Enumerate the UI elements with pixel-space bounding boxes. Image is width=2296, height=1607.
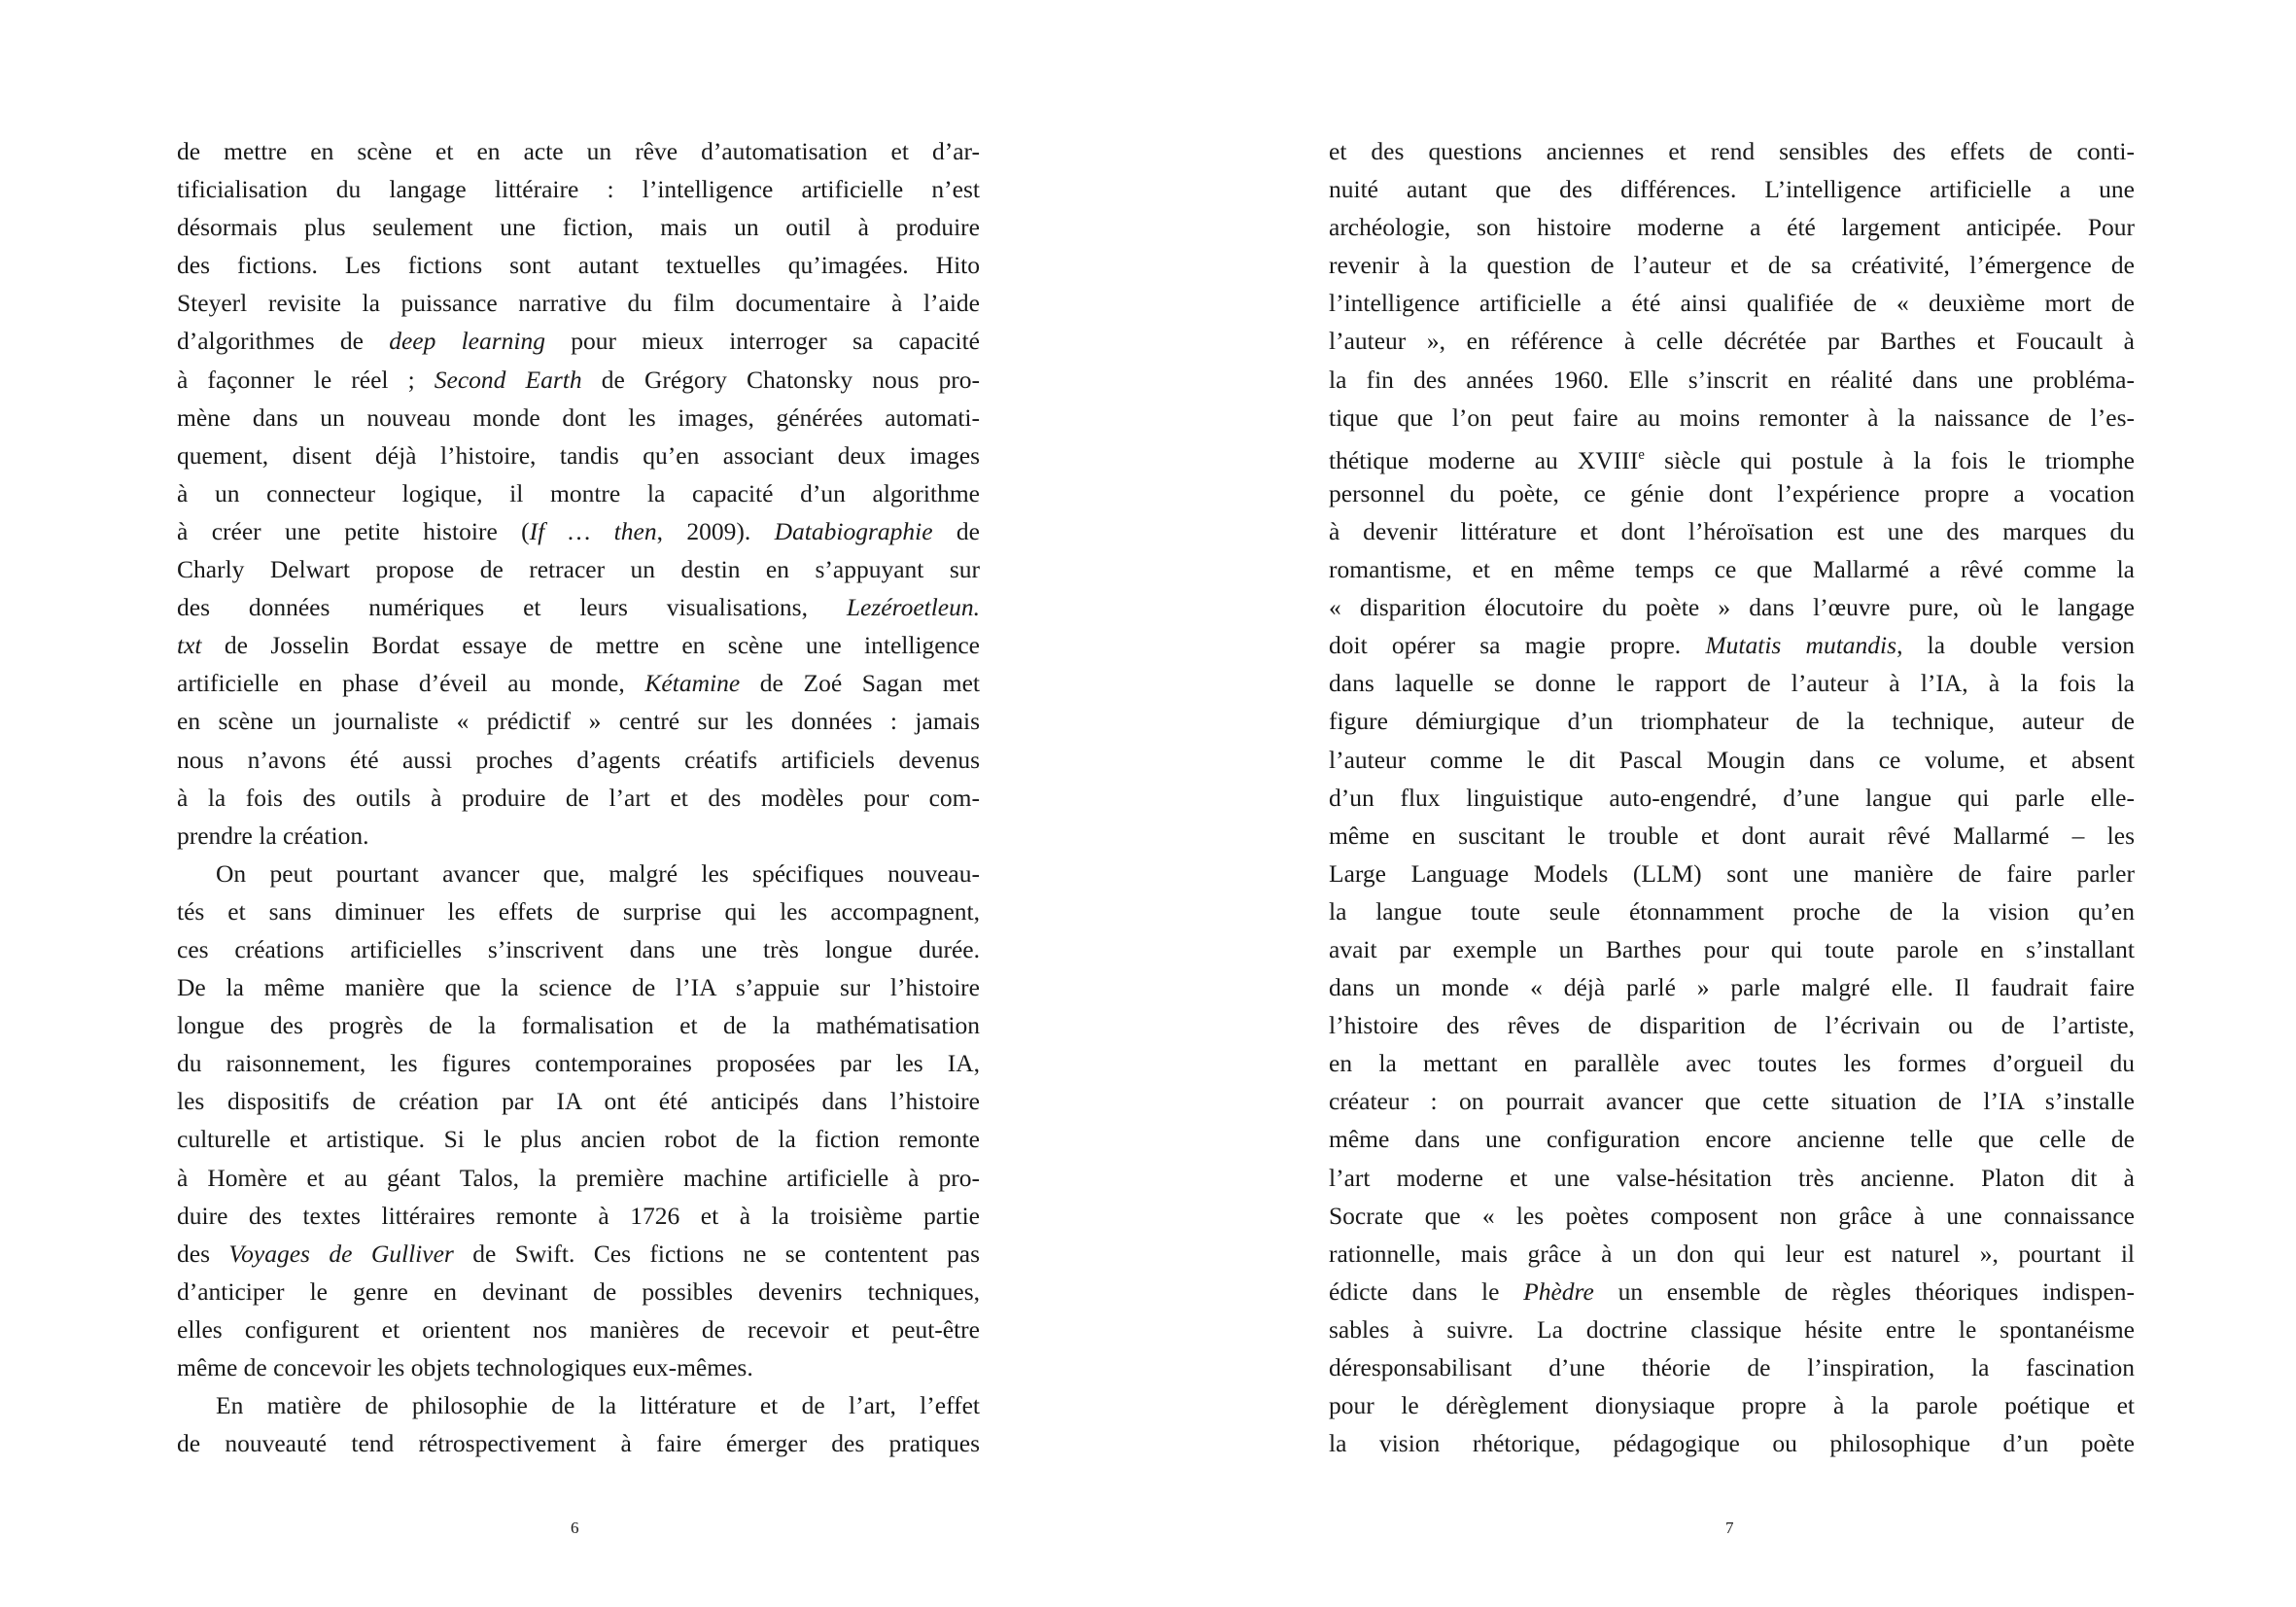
text-segment: duire des textes littéraires remonte à 1726 et à la troisième partie [177,1201,980,1230]
text-line [177,779,980,817]
text-segment: Charly Delwart propose de retracer un destin en s’appuyant sur [177,555,980,584]
text-segment: à la fois des outils à produire de l’art et des modèles pour com- [177,783,980,812]
text-segment: l’histoire des rêves de disparition de l’écrivain ou de l’artiste, [1329,1011,2135,1040]
text-segment: longue des progrès de la formalisation et de la mathématisation [177,1011,980,1040]
text-segment: du raisonnement, les figures contemporaines proposées par les IA, [177,1049,980,1078]
text-line [1329,208,2135,246]
text-segment: nuité autant que des différences. L’intelligence artificielle a une [1329,175,2135,204]
text-line [177,1273,980,1310]
text-segment: la langue toute seule étonnamment proche de la vision qu’en [1329,896,2135,926]
text-segment: l’auteur comme le dit Pascal Mougin dans ce volume, et absent [1329,745,2135,774]
text-segment: déresponsabilisant d’une théorie de l’inspiration, la fascination [1329,1353,2135,1381]
text-segment: des données numériques et leurs visualisations, [177,593,847,622]
text-segment: Large Language Models (LLM) sont une manière de faire parler [1329,858,2135,888]
text-segment: d’algorithmes de [177,327,390,356]
italic-text: Kétamine [644,669,741,698]
text-line [177,361,980,399]
text-segment: en scène un journaliste « prédictif » centré sur les données : jamais [177,707,980,736]
text-segment: tés et sans diminuer les effets de surprise qui les accompagnent, [177,896,980,926]
text-line [177,284,980,322]
text-segment: culturelle et artistique. Si le plus ancien robot de la fiction remonte [177,1125,980,1154]
text-segment: romantisme, et en même temps ce que Mallarmé a rêvé comme la [1329,555,2135,584]
text-segment: elles configurent et orientent nos manières de recevoir et peut-être [177,1314,980,1344]
text-line [1329,361,2135,399]
text-segment: doit opérer sa magie propre. [1329,631,1706,660]
italic-text: txt [177,631,202,660]
text-line [177,1159,980,1197]
text-line [177,1386,980,1424]
text-line [1329,1082,2135,1120]
text-line [177,702,980,740]
text-line [1329,1235,2135,1273]
text-line [1329,855,2135,892]
page-number-right: 7 [1725,1519,1734,1537]
text-segment: de Grégory Chatonsky nous pro- [581,365,980,394]
text-line [1329,1273,2135,1310]
text-segment: personnel du poète, ce génie dont l’expérience propre a vocation [1329,478,2135,507]
text-line [177,1120,980,1158]
text-segment: en la mettant en parallèle avec toutes les formes d’orgueil du [1329,1049,2135,1078]
text-line [177,626,980,664]
text-segment: quement, disent déjà l’histoire, tandis qu’en associant deux images [177,440,980,470]
italic-text: Voyages de Gulliver [228,1239,454,1268]
text-segment: artificielle en phase d’éveil au monde, [177,669,645,698]
text-line [1329,550,2135,588]
text-segment: de Swift. Ces fictions ne se contentent pas [453,1239,981,1268]
text-line [177,132,980,170]
text-segment: désormais plus seulement une fiction, mais un outil à produire [177,213,980,242]
text-segment: créateur : on pourrait avancer que cette situation de l’IA s’installe [1329,1087,2135,1116]
text-segment: l’art moderne et une valse-hésitation très ancienne. Platon dit à [1329,1163,2135,1192]
text-line [1329,1159,2135,1197]
text-line [177,1310,980,1348]
text-line [177,170,980,208]
text-segment: ces créations artificielles s’inscrivent dans une très longue durée. [177,934,980,963]
text-line [177,855,980,892]
text-segment: nous n’avons été aussi proches d’agents créatifs artificiels devenus [177,745,980,774]
text-segment: de Zoé Sagan met [740,669,980,698]
text-segment: rationnelle, mais grâce à un don qui leur est naturel », pourtant il [1329,1239,2135,1268]
text-segment: même en suscitant le trouble et dont aurait rêvé Mallarmé – les [1329,821,2135,850]
text-line [177,1424,980,1462]
text-line [1329,930,2135,968]
text-line [177,892,980,930]
text-segment: à un connecteur logique, il montre la capacité d’un algorithme [177,478,980,507]
text-line [177,817,980,855]
text-segment: sables à suivre. La doctrine classique hésite entre le spontanéisme [1329,1314,2135,1344]
text-segment: On peut pourtant avancer que, malgré les spécifiques nouveau- [216,858,980,888]
text-line [177,512,980,550]
text-line [1329,1386,2135,1424]
text-segment: et des questions anciennes et rend sensibles des effets de conti- [1329,137,2135,165]
text-segment: de mettre en scène et en acte un rêve d’automatisation et d’ar- [177,137,980,165]
text-line [1329,588,2135,626]
text-line [1329,132,2135,170]
text-line [177,968,980,1006]
text-line [1329,779,2135,817]
superscript-text: e [1638,446,1645,463]
text-line [1329,512,2135,550]
text-line [1329,817,2135,855]
text-segment: , 2009). [656,516,775,545]
italic-text: Databiographie [774,516,933,545]
text-line [177,1006,980,1044]
text-line [177,208,980,246]
text-segment: un ensemble de règles théoriques indispen- [1593,1276,2135,1306]
text-segment: de Josselin Bordat essaye de mettre en scène une intelligence [201,631,980,660]
text-segment: pour le dérèglement dionysiaque propre à la parole poétique et [1329,1391,2135,1420]
text-line [1329,170,2135,208]
text-segment: tique que l’on peut faire au moins remonter à la naissance de l’es- [1329,402,2135,432]
text-segment: de nouveauté tend rétrospectivement à faire émerger des pratiques [177,1429,980,1458]
text-segment: figure démiurgique d’un triomphateur de la technique, auteur de [1329,707,2135,736]
text-line [177,246,980,284]
text-line [177,474,980,512]
text-line [177,550,980,588]
text-segment: édicte dans le [1329,1276,1524,1306]
text-segment: « disparition élocutoire du poète » dans l’œuvre pure, où le langage [1329,593,2135,622]
text-line [177,1235,980,1273]
text-line [177,930,980,968]
text-line [1329,1006,2135,1044]
text-line [1329,1424,2135,1462]
text-line [1329,892,2135,930]
text-line [177,664,980,702]
text-line [1329,664,2135,702]
text-segment: siècle qui postule à la fois le triomphe [1644,445,2135,474]
text-line [1329,474,2135,512]
text-line [1329,626,2135,664]
italic-text: Mutatis mutandis [1705,631,1897,660]
text-line [1329,968,2135,1006]
text-segment: à créer une petite histoire ( [177,516,530,545]
italic-text: Lezéroetleun. [846,593,980,622]
text-segment: l’auteur », en référence à celle décrétée par Barthes et Foucault à [1329,327,2135,356]
italic-text: deep learning [389,327,545,356]
text-segment: même dans une configuration encore ancienne telle que celle de [1329,1125,2135,1154]
text-line [1329,1197,2135,1235]
text-segment: à Homère et au géant Talos, la première machine artificielle à pro- [177,1163,980,1192]
italic-text: Phèdre [1523,1276,1594,1306]
text-line [1329,1120,2135,1158]
text-segment: des [177,1239,229,1268]
text-line [177,437,980,474]
text-line [1329,284,2135,322]
text-line [1329,741,2135,779]
text-segment: de [932,516,980,545]
text-segment: les dispositifs de création par IA ont été anticipés dans l’histoire [177,1087,980,1116]
text-segment: même de concevoir les objets technologiques eux-mêmes. [177,1353,753,1381]
text-segment: En matière de philosophie de la littérature et de l’art, l’effet [216,1391,980,1420]
text-segment: dans un monde « déjà parlé » parle malgré elle. Il faudrait faire [1329,973,2135,1002]
text-line [1329,1044,2135,1082]
text-line [1329,1348,2135,1386]
text-segment: De la même manière que la science de l’IA s’appuie sur l’histoire [177,973,980,1002]
text-line [177,1348,980,1386]
text-segment: Socrate que « les poètes composent non grâce à une connaissance [1329,1201,2135,1230]
text-segment: la fin des années 1960. Elle s’inscrit en réalité dans une probléma- [1329,365,2135,394]
text-segment: l’intelligence artificielle a été ainsi qualifiée de « deuxième mort de [1329,289,2135,318]
text-segment: avait par exemple un Barthes pour qui toute parole en s’installant [1329,934,2135,963]
text-segment: d’un flux linguistique auto-engendré, d’une langue qui parle elle- [1329,783,2135,812]
left-page-body-text [177,132,980,1462]
text-segment: tificialisation du langage littéraire : l’intelligence artificielle n’est [177,175,980,204]
text-segment: prendre la création. [177,821,369,850]
text-segment: dans laquelle se donne le rapport de l’auteur à l’IA, à la fois la [1329,669,2135,698]
text-segment: à devenir littérature et dont l’héroïsation est une des marques du [1329,516,2135,545]
text-segment: pour mieux interroger sa capacité [545,327,980,356]
text-segment: Steyerl revisite la puissance narrative du film documentaire à l’aide [177,289,980,318]
right-page-body-text [1329,132,2135,1462]
text-line [177,399,980,437]
text-segment: d’anticiper le genre en devinant de possibles devenirs techniques, [177,1276,980,1306]
text-line [1329,1310,2135,1348]
page-number-left: 6 [571,1519,579,1537]
text-line [1329,246,2135,284]
text-line [177,741,980,779]
text-line [177,588,980,626]
italic-text: If … then [529,516,657,545]
text-segment: , la double version [1896,631,2135,660]
text-segment: revenir à la question de l’auteur et de sa créativité, l’émergence de [1329,251,2135,280]
text-line [177,1082,980,1120]
text-line [1329,399,2135,437]
text-line [177,322,980,360]
text-line [1329,702,2135,740]
text-line [1329,322,2135,360]
text-line [177,1044,980,1082]
text-segment: mène dans un nouveau monde dont les images, générées automati- [177,402,980,432]
text-segment: la vision rhétorique, pédagogique ou philosophique d’un poète [1329,1429,2135,1458]
text-segment: à façonner le réel ; [177,365,435,394]
text-line [177,1197,980,1235]
text-segment: thétique moderne au XVIII [1329,445,1639,474]
text-segment: archéologie, son histoire moderne a été largement anticipée. Pour [1329,213,2135,242]
text-segment: des fictions. Les fictions sont autant textuelles qu’imagées. Hito [177,251,980,280]
italic-text: Second Earth [434,365,582,394]
text-line [1329,437,2135,474]
